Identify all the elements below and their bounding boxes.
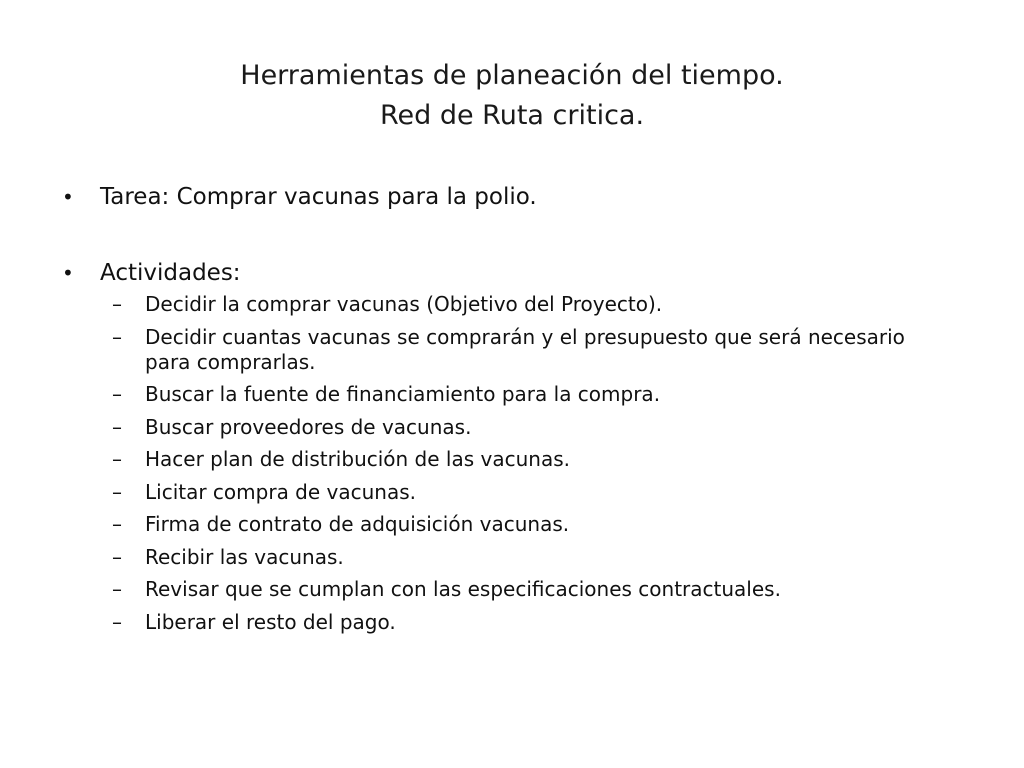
activity-item [0,447,1024,472]
slide-title [0,56,1024,136]
activity-text: Revisar que se cumplan con las especificaciones contractuales. [145,577,781,601]
activity-item [0,512,1024,537]
activity-text: Hacer plan de distribución de las vacunas. [145,447,570,471]
activity-item [0,382,1024,407]
dash-icon: – [112,324,122,349]
activity-item [0,577,1024,602]
activity-text: Firma de contrato de adquisición vacunas. [145,512,570,536]
dash-icon: – [112,479,122,504]
activity-text: Buscar proveedores de vacunas. [145,414,472,439]
activity-item [0,480,1024,505]
activity-text: Decidir la comprar vacunas (Objetivo del Proyecto). [145,292,663,316]
activity-text: Recibir las vacunas. [145,544,344,569]
dash-icon: – [112,512,122,536]
activity-item [0,545,1024,570]
bullet-dot-icon: • [62,261,74,285]
dash-icon: – [112,447,122,471]
activity-text: Licitar compra de vacunas. [145,479,417,504]
activity-text: Buscar la fuente de financiamiento para la compra. [145,382,661,406]
activities-list [0,292,1024,642]
dash-icon: – [112,544,122,569]
activity-item [0,292,1024,317]
slide-title-line-1: Herramientas de planeación del tiempo. [240,60,784,91]
dash-icon: – [112,577,122,601]
activity-item [0,415,1024,440]
activity-item [0,325,1024,375]
bullet-dot-icon: • [62,185,74,209]
dash-icon: – [112,292,122,316]
dash-icon: – [112,382,122,406]
slide-title-line-2: Red de Ruta critica. [379,100,645,131]
activity-item [0,610,1024,635]
dash-icon: – [112,609,122,634]
bullet-tarea-text: Tarea: Comprar vacunas para la polio. [100,184,537,210]
bullet-actividades-text: Actividades: [100,260,241,286]
activity-text: Liberar el resto del pago. [145,609,396,634]
dash-icon: – [112,414,122,439]
activity-text: Decidir cuantas vacunas se comprarán y el presupuesto que será necesario para comprarlas. [145,324,905,374]
